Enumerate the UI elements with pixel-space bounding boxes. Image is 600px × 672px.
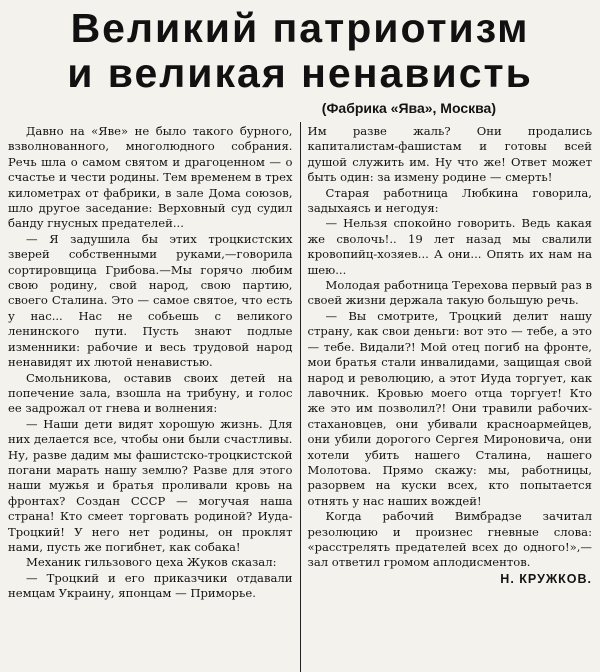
paragraph: — Нельзя спокойно говорить. Ведь какая же сволочь!.. 19 лет назад мы свалили кровопийц-хозяев... А они... Опять их нам на шею...: [307, 216, 592, 277]
paragraph: — Наши дети видят хорошую жизнь. Для них делается все, чтобы они были счастливы. Ну, разве дадим мы фашистско-троцкистской погани марать нашу землю? Разве для этого наши мужья и братья проливали кровь на фронтах? Создан СССР — могучая наша страна! Кто смеет торговать родиной? Иуда-Троцкий! У него нет родины, он проклят нами, пусть же погибнет, как собака!: [8, 416, 293, 554]
headline-line-1: Великий патриотизм: [70, 5, 530, 51]
paragraph: Молодая работница Терехова первый раз в своей жизни держала такую большую речь.: [307, 278, 592, 308]
headline-line-2: и великая ненависть: [67, 50, 533, 96]
right-column: [301, 124, 593, 672]
paragraph: Им разве жаль? Они продались капиталистам-фашистам и готовы всей душой служить им. Ну что же! Ответ может быть один: за измену родине — смерть!: [307, 124, 592, 185]
paragraph: Когда рабочий Вимбрадзе зачитал резолюцию и произнес гневные слова: «расстрелять предателей всех до одного!»,—зал ответил громом аплодисментов.: [307, 509, 592, 570]
author-signature: Н. КРУЖКОВ.: [500, 571, 592, 586]
paragraph: — Троцкий и его приказчики отдавали немцам Украину, японцам — Приморье.: [8, 570, 293, 601]
paragraph: — Вы смотрите, Троцкий делит нашу страну, как свои деньги: вот это — тебе, а это — тебе. Видали?! Мой отец погиб на фронте, мои братья стали инвалидами, защищая свой народ и революцию, а этот Иуда торгует, как лавочник. Кровью моего отца торгует! Кто же это им позволил?! Они травили рабочих-стахановцев, они убивали красноармейцев, они убили дорогого Сергея Мироновича, они хотели убить нашего Сталина, нашего Молотова. Прямо скажу: мы, работницы, разорвем на куски всех, кто попытается отнять у нас наших вождей!: [307, 308, 592, 508]
left-column: [8, 124, 300, 672]
paragraph: Давно на «Яве» не было такого бурного, взволнованного, многолюдного собрания. Речь шла о самом святом и драгоценном — о счастье и чести родины. Тем временем в трех километрах от фабрики, в зале Дома союзов, шло другое заседание: Верховный суд судил банду гнусных предателей...: [8, 124, 293, 231]
paragraph: Старая работница Любкина говорила, задыхаясь и негодуя:: [307, 185, 592, 216]
paragraph: Механик гильзового цеха Жуков сказал:: [26, 555, 277, 570]
article-headline: [8, 6, 592, 96]
paragraph: Смольникова, оставив своих детей на попечение зала, взошла на трибуну, и голос ее задрожал от гнева и волнения:: [8, 370, 293, 416]
article-columns: [8, 124, 592, 672]
dateline: (Фабрика «Ява», Москва): [321, 100, 496, 116]
paragraph: — Я задушила бы этих троцкистских зверей собственными руками,—говорила сортировщица Грибова.—Мы горячо любим свою родину, свой народ, свою партию, своего Сталина. Это — самое святое, что есть у нас... Нас не собьешь с великого ленинского пути. Пусть знают подлые изменники: рабочие и весь трудовой народ ненавидят их лютой ненавистью.: [8, 231, 293, 370]
